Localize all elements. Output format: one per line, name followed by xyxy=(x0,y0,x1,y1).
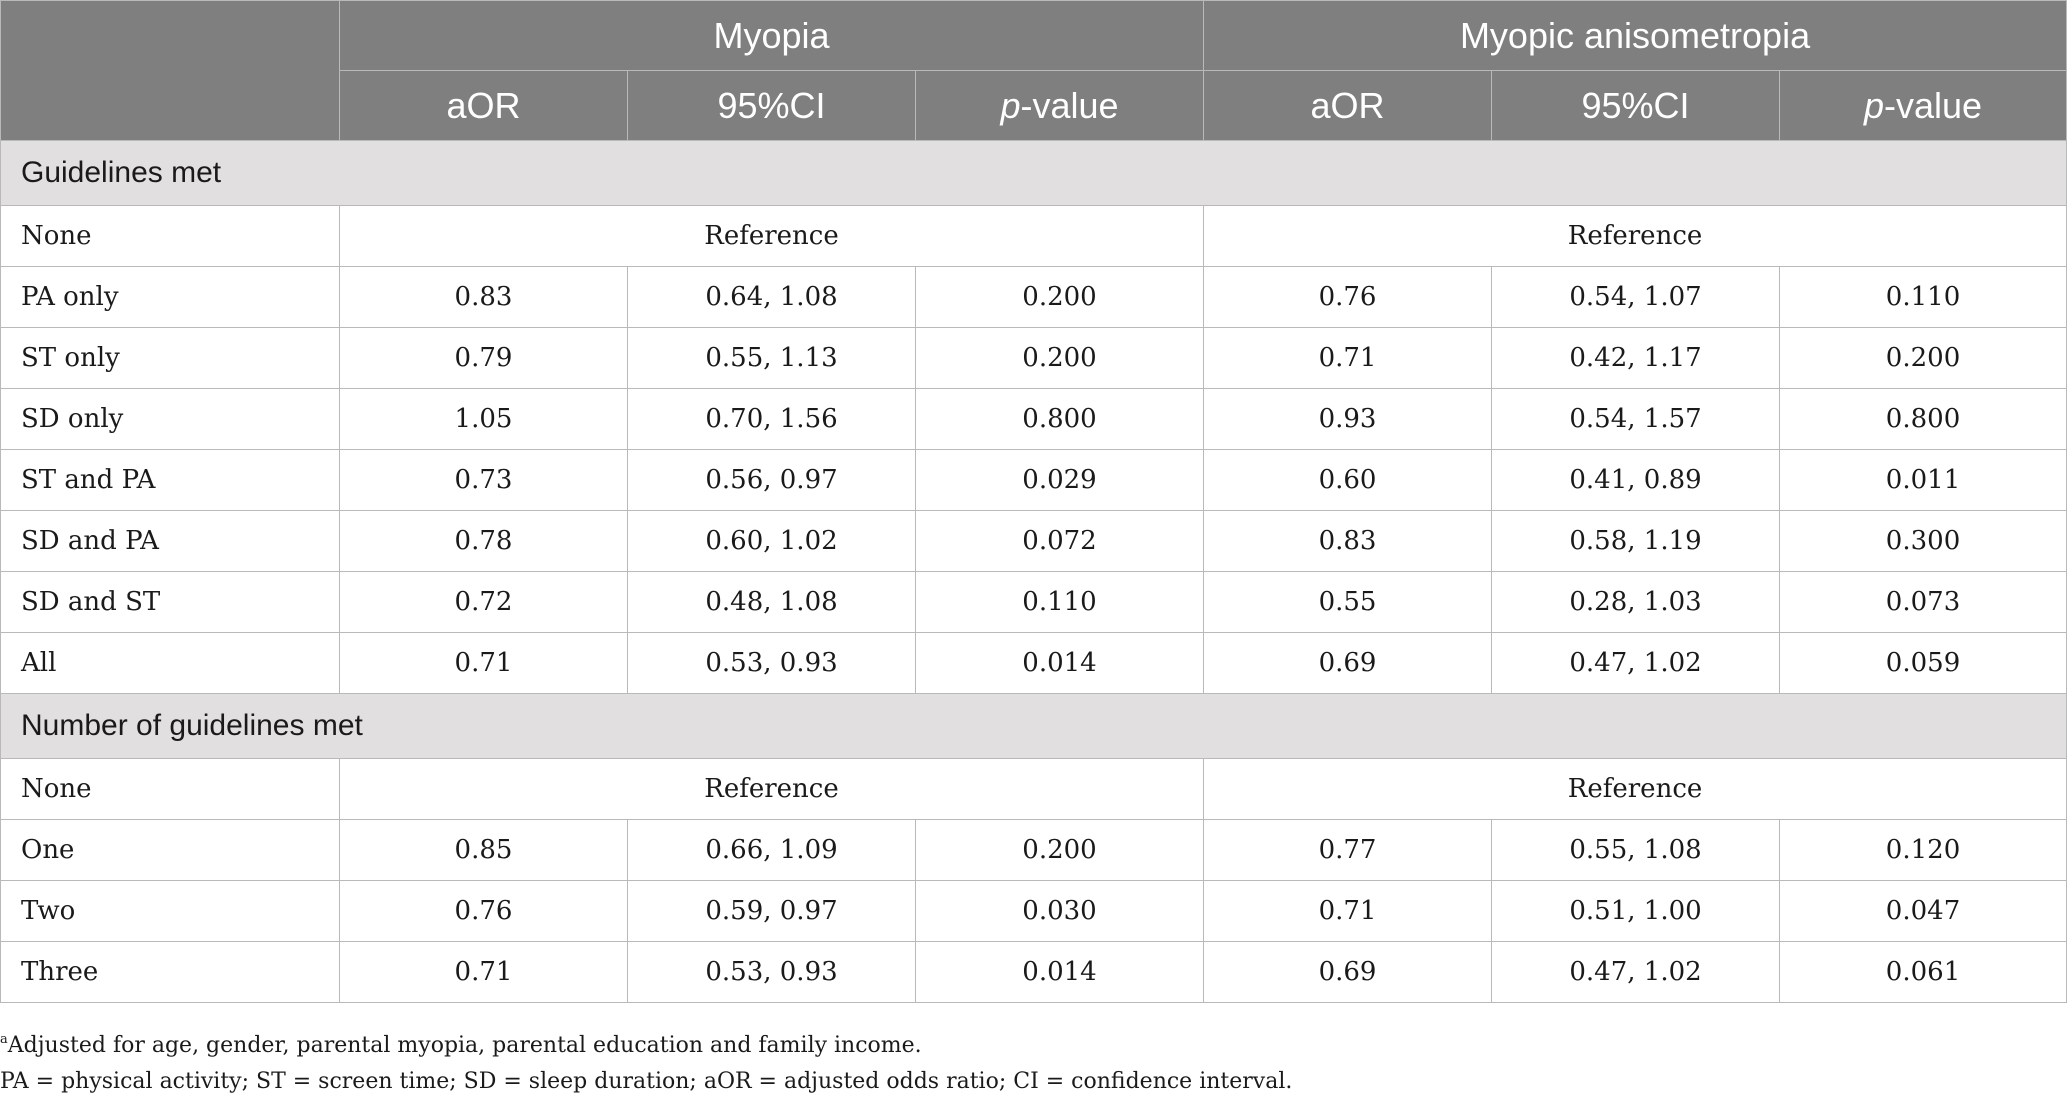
aniso-pvalue-cell: 0.300 xyxy=(1780,511,2067,572)
myopia-aor-cell: 0.79 xyxy=(340,328,628,389)
aniso-pvalue-cell: 0.047 xyxy=(1780,881,2067,942)
myopia-pvalue-cell: 0.110 xyxy=(916,572,1204,633)
aniso-aor-cell: 0.83 xyxy=(1204,511,1492,572)
aniso-aor-cell: 0.69 xyxy=(1204,942,1492,1003)
row-label: ST only xyxy=(1,328,340,389)
header-myopia-pvalue xyxy=(916,71,1204,141)
section-header-number-of-guidelines xyxy=(1,694,2067,759)
footnote xyxy=(0,1022,2066,1064)
myopia-aor-cell: 0.76 xyxy=(340,881,628,942)
aniso-ci-cell: 0.42, 1.17 xyxy=(1492,328,1780,389)
row-label: Two xyxy=(1,881,340,942)
table-row-reference xyxy=(1,759,2067,820)
aniso-pvalue-cell: 0.200 xyxy=(1780,328,2067,389)
footnote-mark: a xyxy=(0,1032,8,1047)
row-label: Three xyxy=(1,942,340,1003)
myopia-pvalue-cell: 0.200 xyxy=(916,267,1204,328)
myopia-aor-cell: 0.83 xyxy=(340,267,628,328)
myopia-aor-cell: 0.78 xyxy=(340,511,628,572)
row-label: SD and ST xyxy=(1,572,340,633)
header-blank-cell xyxy=(1,1,340,141)
myopia-aor-cell: 0.72 xyxy=(340,572,628,633)
table-row xyxy=(1,881,2067,942)
abbreviations-note: PA = physical activity; ST = screen time; SD = sleep duration; aOR = adjusted odds ratio; CI = confidence interval. xyxy=(0,1069,1293,1094)
row-label: All xyxy=(1,633,340,694)
aniso-ci-cell: 0.54, 1.57 xyxy=(1492,389,1780,450)
aniso-ci-cell: 0.55, 1.08 xyxy=(1492,820,1780,881)
table-row xyxy=(1,267,2067,328)
footnote-text: Adjusted for age, gender, parental myopia, parental education and family income. xyxy=(7,1033,922,1058)
table-row xyxy=(1,572,2067,633)
header-p-rest: -value xyxy=(1020,84,1119,126)
aniso-pvalue-cell: 0.061 xyxy=(1780,942,2067,1003)
myopia-aor-cell: 0.85 xyxy=(340,820,628,881)
aniso-ci-cell: 0.54, 1.07 xyxy=(1492,267,1780,328)
header-myopia-aor: aOR xyxy=(340,71,628,141)
myopia-aor-cell: 1.05 xyxy=(340,389,628,450)
row-label: SD only xyxy=(1,389,340,450)
header-row-groups xyxy=(1,1,2067,71)
table-header xyxy=(1,1,2067,141)
header-aniso-ci: 95%CI xyxy=(1492,71,1780,141)
row-label: One xyxy=(1,820,340,881)
row-label: None xyxy=(1,206,340,267)
section1-rows xyxy=(1,267,2067,694)
myopia-ci-cell: 0.56, 0.97 xyxy=(628,450,916,511)
table-row xyxy=(1,942,2067,1003)
myopia-reference-cell: Reference xyxy=(340,206,1204,267)
header-p-italic: p xyxy=(1863,84,1884,126)
aniso-pvalue-cell: 0.120 xyxy=(1780,820,2067,881)
myopia-aor-cell: 0.73 xyxy=(340,450,628,511)
aniso-aor-cell: 0.77 xyxy=(1204,820,1492,881)
header-group-anisometropia: Myopic anisometropia xyxy=(1204,1,2067,71)
header-p-rest: -value xyxy=(1884,84,1983,126)
myopia-pvalue-cell: 0.014 xyxy=(916,942,1204,1003)
myopia-pvalue-cell: 0.029 xyxy=(916,450,1204,511)
myopia-ci-cell: 0.48, 1.08 xyxy=(628,572,916,633)
header-aniso-pvalue xyxy=(1780,71,2067,141)
myopia-aor-cell: 0.71 xyxy=(340,633,628,694)
section-header-guidelines-met xyxy=(1,141,2067,206)
myopia-ci-cell: 0.53, 0.93 xyxy=(628,633,916,694)
aniso-aor-cell: 0.55 xyxy=(1204,572,1492,633)
myopia-ci-cell: 0.64, 1.08 xyxy=(628,267,916,328)
aniso-ci-cell: 0.51, 1.00 xyxy=(1492,881,1780,942)
myopia-aor-cell: 0.71 xyxy=(340,942,628,1003)
table-row xyxy=(1,450,2067,511)
aniso-ci-cell: 0.58, 1.19 xyxy=(1492,511,1780,572)
section2-rows xyxy=(1,820,2067,1003)
header-p-italic: p xyxy=(1000,84,1021,126)
table-row xyxy=(1,389,2067,450)
header-aniso-aor: aOR xyxy=(1204,71,1492,141)
table-notes xyxy=(0,1022,2066,1100)
aniso-aor-cell: 0.71 xyxy=(1204,328,1492,389)
myopia-pvalue-cell: 0.800 xyxy=(916,389,1204,450)
table-body xyxy=(1,141,2067,267)
myopia-ci-cell: 0.60, 1.02 xyxy=(628,511,916,572)
table-row-reference xyxy=(1,206,2067,267)
aniso-ci-cell: 0.47, 1.02 xyxy=(1492,942,1780,1003)
row-label: ST and PA xyxy=(1,450,340,511)
table-row xyxy=(1,328,2067,389)
myopia-ci-cell: 0.55, 1.13 xyxy=(628,328,916,389)
header-group-myopia: Myopia xyxy=(340,1,1204,71)
myopia-ci-cell: 0.53, 0.93 xyxy=(628,942,916,1003)
aniso-aor-cell: 0.60 xyxy=(1204,450,1492,511)
aniso-aor-cell: 0.69 xyxy=(1204,633,1492,694)
aniso-pvalue-cell: 0.073 xyxy=(1780,572,2067,633)
myopia-pvalue-cell: 0.030 xyxy=(916,881,1204,942)
table-row xyxy=(1,820,2067,881)
table-row xyxy=(1,511,2067,572)
myopia-ci-cell: 0.70, 1.56 xyxy=(628,389,916,450)
aniso-ci-cell: 0.28, 1.03 xyxy=(1492,572,1780,633)
aniso-reference-cell: Reference xyxy=(1204,206,2067,267)
myopia-reference-cell: Reference xyxy=(340,759,1204,820)
myopia-pvalue-cell: 0.200 xyxy=(916,328,1204,389)
row-label: SD and PA xyxy=(1,511,340,572)
aniso-aor-cell: 0.93 xyxy=(1204,389,1492,450)
row-label: PA only xyxy=(1,267,340,328)
myopia-pvalue-cell: 0.014 xyxy=(916,633,1204,694)
aniso-reference-cell: Reference xyxy=(1204,759,2067,820)
section-title: Number of guidelines met xyxy=(1,694,2067,759)
row-label: None xyxy=(1,759,340,820)
myopia-pvalue-cell: 0.200 xyxy=(916,820,1204,881)
aniso-pvalue-cell: 0.110 xyxy=(1780,267,2067,328)
aniso-ci-cell: 0.41, 0.89 xyxy=(1492,450,1780,511)
aniso-aor-cell: 0.76 xyxy=(1204,267,1492,328)
aniso-pvalue-cell: 0.800 xyxy=(1780,389,2067,450)
aniso-ci-cell: 0.47, 1.02 xyxy=(1492,633,1780,694)
aniso-pvalue-cell: 0.059 xyxy=(1780,633,2067,694)
aniso-aor-cell: 0.71 xyxy=(1204,881,1492,942)
table-row xyxy=(1,633,2067,694)
section-title: Guidelines met xyxy=(1,141,2067,206)
myopia-ci-cell: 0.66, 1.09 xyxy=(628,820,916,881)
table-body-section2 xyxy=(1,694,2067,820)
myopia-ci-cell: 0.59, 0.97 xyxy=(628,881,916,942)
header-myopia-ci: 95%CI xyxy=(628,71,916,141)
aniso-pvalue-cell: 0.011 xyxy=(1780,450,2067,511)
myopia-pvalue-cell: 0.072 xyxy=(916,511,1204,572)
